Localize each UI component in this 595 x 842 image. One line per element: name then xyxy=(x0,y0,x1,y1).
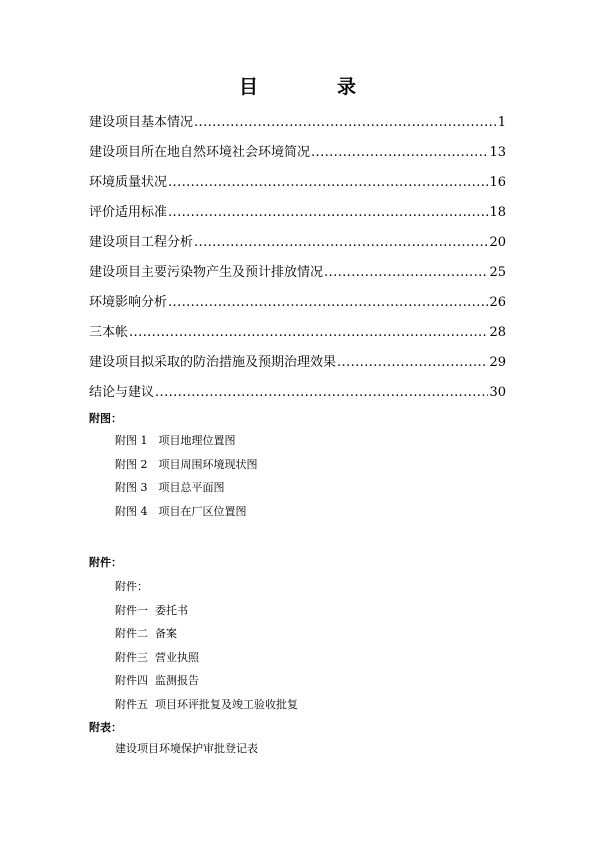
attachments-list xyxy=(115,577,298,718)
toc-entry[interactable] xyxy=(89,263,506,293)
toc-leader-dots xyxy=(129,323,488,343)
toc-leader-dots xyxy=(194,233,488,253)
toc-entry-page: 13 xyxy=(489,145,506,160)
page-title: 目 录 xyxy=(238,76,386,98)
toc-entry[interactable] xyxy=(89,293,506,323)
toc-entry-label: 结论与建议 xyxy=(89,385,155,400)
figures-list xyxy=(115,431,258,525)
toc-entry-page: 25 xyxy=(489,265,506,280)
toc-leader-dots xyxy=(155,383,488,403)
toc-entry-label: 三本帐 xyxy=(89,325,129,340)
toc-entry-label: 建设项目工程分析 xyxy=(89,235,194,250)
toc-entry[interactable] xyxy=(89,173,506,203)
attachment-item: 附件三 营业执照 xyxy=(115,650,199,664)
attachment-item: 附件： xyxy=(115,580,148,593)
tables-heading: 附表： xyxy=(89,721,122,734)
toc-entry[interactable] xyxy=(89,203,506,233)
table-of-contents xyxy=(89,113,506,413)
toc-entry-label: 评价适用标准 xyxy=(89,205,168,220)
toc-entry-label: 环境质量状况 xyxy=(89,175,168,190)
figure-item: 附图 3 项目总平面图 xyxy=(115,481,225,494)
table-item: 建设项目环境保护审批登记表 xyxy=(115,742,258,755)
toc-entry[interactable] xyxy=(89,323,506,353)
toc-leader-dots xyxy=(168,293,488,313)
attachments-heading: 附件： xyxy=(89,556,122,569)
figures-heading: 附图： xyxy=(89,412,122,425)
toc-leader-dots xyxy=(168,203,488,223)
toc-entry-page: 30 xyxy=(489,385,506,400)
toc-entry[interactable] xyxy=(89,233,506,263)
toc-entry-page: 16 xyxy=(489,175,506,190)
attachment-item: 附件二 备案 xyxy=(115,627,177,640)
toc-leader-dots xyxy=(311,143,488,163)
toc-entry-label: 建设项目主要污染物产生及预计排放情况 xyxy=(89,265,324,280)
toc-entry-label: 建设项目所在地自然环境社会环境简况 xyxy=(89,145,311,160)
toc-entry-label: 环境影响分析 xyxy=(89,295,168,310)
figure-item: 附图 2 项目周围环境现状图 xyxy=(115,457,258,471)
attachment-item: 附件一 委托书 xyxy=(115,603,188,617)
toc-entry-page: 1 xyxy=(497,115,506,130)
toc-leader-dots xyxy=(337,353,488,373)
toc-entry[interactable] xyxy=(89,113,506,143)
toc-entry[interactable] xyxy=(89,353,506,383)
toc-entry[interactable] xyxy=(89,383,506,413)
toc-entry-page: 28 xyxy=(489,325,506,340)
toc-entry-page: 26 xyxy=(489,295,506,310)
figure-item: 附图 1 项目地理位置图 xyxy=(115,434,236,447)
attachment-item: 附件四 监测报告 xyxy=(115,674,199,687)
toc-entry[interactable] xyxy=(89,143,506,173)
tables-list xyxy=(115,739,258,763)
toc-leader-dots xyxy=(324,263,488,283)
toc-entry-label: 建设项目基本情况 xyxy=(89,115,194,130)
figure-item: 附图 4 项目在厂区位置图 xyxy=(115,504,247,518)
toc-entry-page: 20 xyxy=(489,235,506,250)
toc-leader-dots xyxy=(168,173,488,193)
toc-entry-label: 建设项目拟采取的防治措施及预期治理效果 xyxy=(89,355,337,370)
toc-leader-dots xyxy=(194,113,497,133)
attachment-item: 附件五 项目环评批复及竣工验收批复 xyxy=(115,697,298,711)
toc-entry-page: 18 xyxy=(489,205,506,220)
toc-entry-page: 29 xyxy=(489,355,506,370)
